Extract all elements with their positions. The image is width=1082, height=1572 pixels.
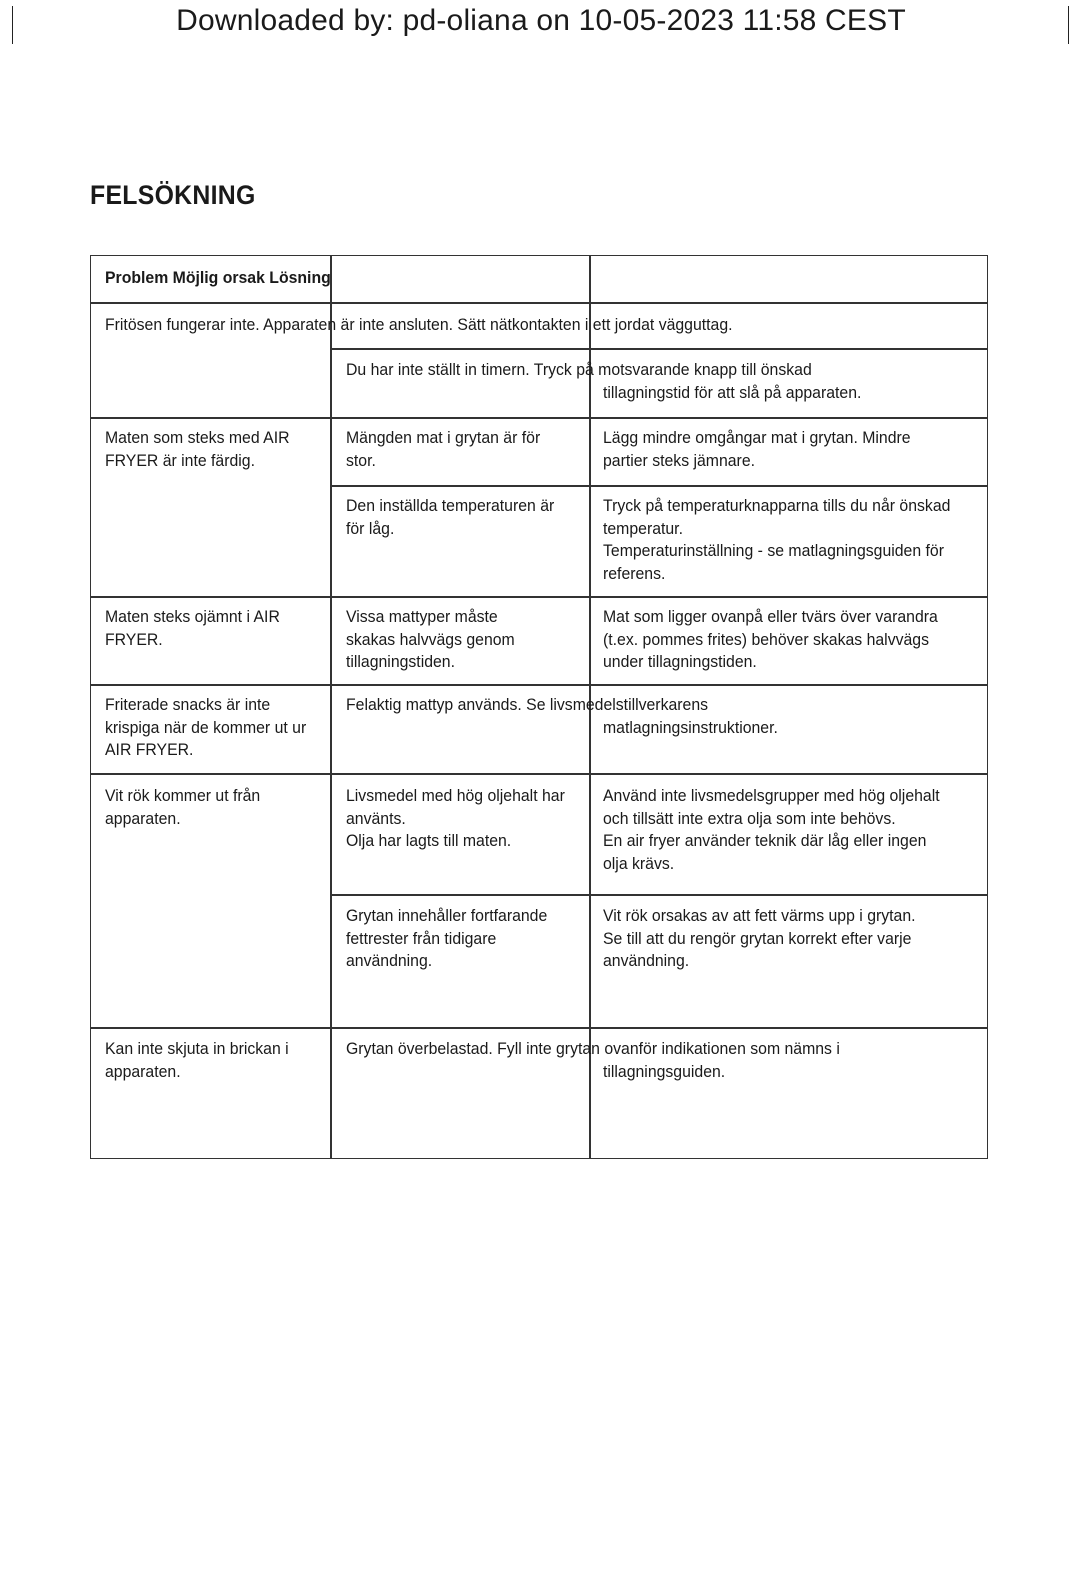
solution-cell: Tryck på temperaturknapparna tills du når önskad temperatur. Temperaturinställning - se matlagningsguiden för referens. (603, 496, 951, 583)
row-divider (331, 348, 988, 350)
problem-cell: Maten som steks med AIR FRYER är inte färdig. (105, 428, 290, 470)
problem-cell: Maten steks ojämnt i AIR FRYER. (105, 607, 280, 649)
solution-cell: Mat som ligger ovanpå eller tvärs över varandra (t.ex. pommes frites) behöver skakas halvvägs under tillagningstiden. (603, 607, 938, 672)
problem-cell: Friterade snacks är inte krispiga när de kommer ut ur AIR FRYER. (105, 695, 307, 760)
cause-cell: Mängden mat i grytan är för stor. (346, 428, 541, 470)
row-divider (91, 417, 988, 419)
cause-timer-line: Du har inte ställt in timern. Tryck på motsvarande knapp till önskad (346, 360, 812, 379)
cause-cell: Vissa mattyper måste skakas halvvägs genom tillagningstiden. (346, 607, 515, 672)
row-divider (91, 302, 988, 304)
problem-cell: Kan inte skjuta in brickan i apparaten. (105, 1039, 289, 1081)
solution-cell: tillagningsguiden. (603, 1062, 726, 1081)
page-title: FELSÖKNING (90, 180, 256, 210)
cause-cell: Grytan överbelastad. Fyll inte grytan ovanför indikationen som nämns i (346, 1039, 840, 1058)
download-header: Downloaded by: pd-oliana on 10-05-2023 11:58 CEST (176, 4, 906, 37)
cause-cell: Den inställda temperaturen är för låg. (346, 496, 555, 538)
row-divider (331, 894, 988, 896)
row-divider (91, 1027, 988, 1029)
cause-cell: Grytan innehåller fortfarande fettrester från tidigare användning. (346, 906, 548, 971)
row-divider (91, 773, 988, 775)
problem-cell: Vit rök kommer ut från apparaten. (105, 786, 261, 828)
troubleshooting-table (90, 255, 988, 1159)
cause-cell: Felaktig mattyp används. Se livsmedelstillverkarens (346, 695, 709, 714)
row-divider (91, 684, 988, 686)
row-full-line: Fritösen fungerar inte. Apparaten är inte ansluten. Sätt nätkontakten i ett jordat vägguttag. (105, 315, 733, 334)
solution-cell: Använd inte livsmedelsgrupper med hög oljehalt och tillsätt inte extra olja som inte behövs. En air fryer använder teknik där låg eller ingen olja krävs. (603, 786, 940, 873)
table-header: Problem Möjlig orsak Lösning (105, 268, 331, 287)
solution-timer-line: tillagningstid för att slå på apparaten. (603, 383, 862, 402)
solution-cell: matlagningsinstruktioner. (603, 718, 778, 737)
solution-cell: Vit rök orsakas av att fett värms upp i grytan. Se till att du rengör grytan korrekt efter varje användning. (603, 906, 916, 971)
cause-cell: Livsmedel med hög oljehalt har använts. Olja har lagts till maten. (346, 786, 565, 851)
row-divider (331, 485, 988, 487)
row-divider (91, 596, 988, 598)
solution-cell: Lägg mindre omgångar mat i grytan. Mindre partier steks jämnare. (603, 428, 911, 470)
column-divider (330, 256, 332, 1159)
